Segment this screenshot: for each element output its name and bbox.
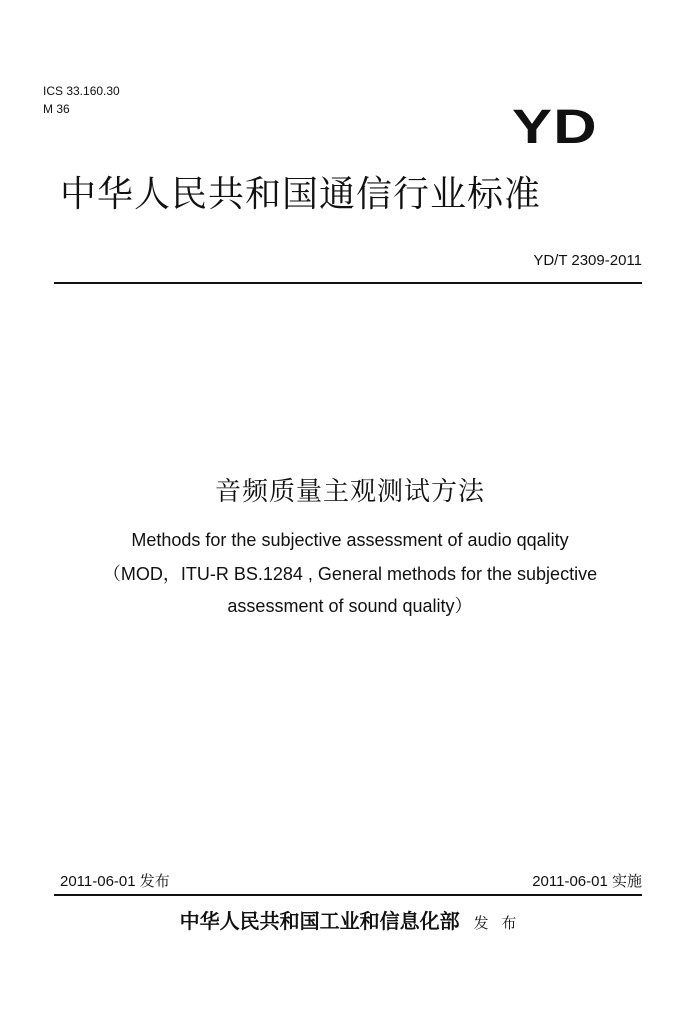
issuer-name: 中华人民共和国工业和信息化部 [179,909,460,933]
standard-number: YD/T 2309-2011 [533,252,642,269]
document-title-en-line2: （MOD，ITU-R BS.1284 , General methods for the subjective [102,564,598,584]
release-date: 2011-06-01 发布 [60,873,170,890]
standard-category-title: 中华人民共和国通信行业标准 [60,174,542,215]
document-title-en-line3: assessment of sound quality） [227,596,473,616]
issuer-action: 发 布 [473,914,521,932]
document-title-en-line1: Methods for the subjective assessment of audio qqality [131,530,569,550]
effective-date: 2011-06-01 实施 [532,873,642,890]
ccs-code: M 36 [43,102,70,116]
ics-code: ICS 33.160.30 [43,84,120,98]
yd-logo: YD [512,101,598,154]
bottom-divider [54,894,642,896]
top-divider [54,282,642,284]
issuer-line [0,906,700,938]
document-title-cn: 音频质量主观测试方法 [214,477,485,507]
